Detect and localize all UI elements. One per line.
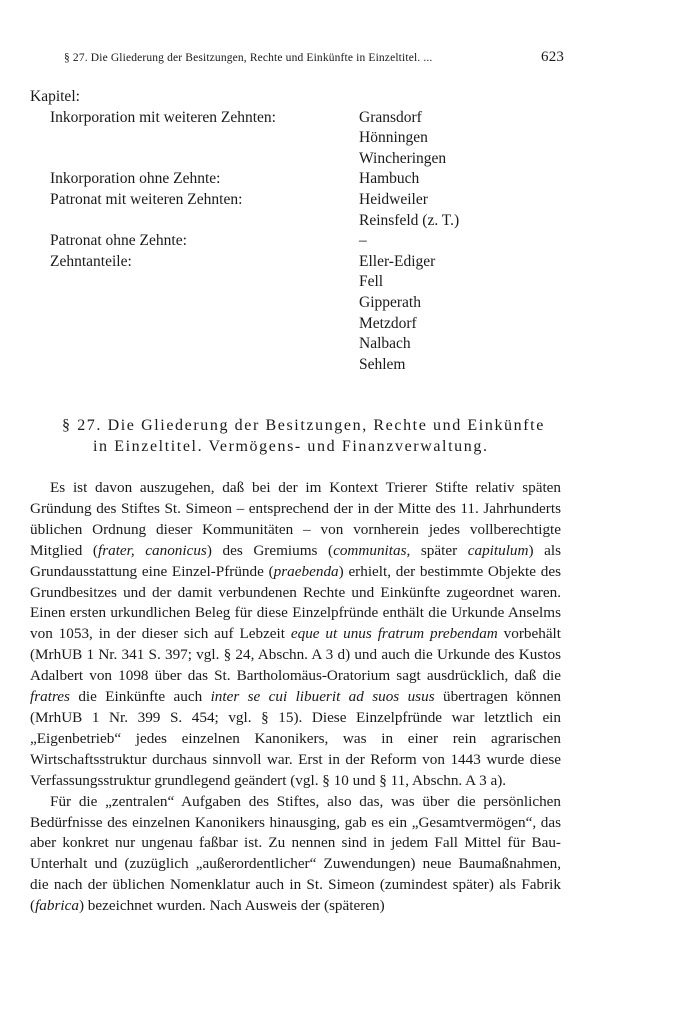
table-label: Patronat mit weiteren Zehnten: bbox=[50, 190, 243, 208]
table-place: Gipperath bbox=[359, 293, 421, 311]
text-segment: ) als Grundausstattung eine Einzel-Pfründe ( bbox=[30, 541, 561, 580]
table-label: Inkorporation ohne Zehnte: bbox=[50, 170, 221, 188]
table-place: Eller-Ediger bbox=[359, 252, 436, 270]
italic-text: fratres bbox=[30, 688, 70, 706]
table-heading-row bbox=[30, 87, 650, 108]
table-place: Reinsfeld (z. T.) bbox=[359, 211, 460, 229]
italic-text: communitas, bbox=[333, 541, 411, 559]
paragraph bbox=[30, 478, 561, 792]
table-label: Patronat ohne Zehnte: bbox=[50, 232, 187, 250]
text-segment: ) erhielt, der bestimmte Objekte des Grundbesitzes und der damit verbundenen Rechte und Einkünfte zugeordnet waren. Einen ersten urkundlichen Beleg für diese Einzelpfründe enthält die Urkunde Anselms von 1053, in der dieser sich auf Lebzeit bbox=[30, 562, 561, 643]
table-row bbox=[30, 149, 650, 170]
text-segment: vorbehält (MrhUB 1 Nr. 341 S. 397; vgl. § 24, Abschn. A 3 d) und auch die Urkunde des Kustos Adalbert von 1098 über das St. Bartholomäus-Oratorium sagt ausdrücklich, daß die bbox=[30, 625, 562, 685]
table-label: Inkorporation mit weiteren Zehnten: bbox=[50, 108, 276, 126]
body-text bbox=[30, 478, 561, 917]
table-place: Heidweiler bbox=[359, 190, 428, 208]
table-row bbox=[30, 252, 650, 273]
italic-text: capitulum bbox=[467, 541, 529, 559]
table-row bbox=[30, 108, 650, 129]
section-heading-line-2: in Einzeltitel. Vermögens- und Finanzverwaltung. bbox=[93, 438, 489, 455]
table-place: Metzdorf bbox=[359, 314, 417, 332]
running-head bbox=[64, 49, 564, 65]
table-place: Hambuch bbox=[359, 170, 420, 188]
text-segment: übertragen können (MrhUB 1 Nr. 399 S. 454; vgl. § 15). Diese Einzelpfründe war letztlich ein „Eigenbetrieb“ jedes einzelnen Kanonikers, was in einer rein agrarischen Wirtschaftsstruktur durchaus sinnvoll war. Erst in der Reform von 1443 wurde diese Verfassungsstruktur grundlegend geändert (vgl. § 10 und § 11, Abschn. A 3 a). bbox=[30, 688, 561, 789]
table-row bbox=[30, 128, 650, 149]
italic-text: fabrica bbox=[35, 897, 79, 915]
paragraph bbox=[30, 792, 561, 917]
text-segment: Es ist davon auszugehen, daß bei der im Kontext Trierer Stifte relativ späten Gründung des Stiftes St. Simeon – entsprechend der in der Mitte des 11. Jahrhunderts üblichen Ordnung dieser Kommunitäten – von vornherein jedes vollberechtigte Mitglied ( bbox=[30, 479, 561, 559]
italic-text: inter se cui libuerit ad suos usus bbox=[210, 688, 435, 706]
table-place: Nalbach bbox=[359, 335, 411, 353]
table-place: Sehlem bbox=[359, 355, 406, 373]
section-heading-line-1: § 27. Die Gliederung der Besitzungen, Rechte und Einkünfte bbox=[62, 417, 545, 434]
table-place: Hönningen bbox=[359, 129, 428, 147]
italic-text: frater, canonicus bbox=[97, 541, 207, 559]
table-row bbox=[30, 272, 650, 293]
italic-text: praebenda bbox=[273, 562, 339, 580]
table-rows bbox=[30, 108, 650, 376]
text-segment: die Einkünfte auch bbox=[69, 688, 211, 706]
text-segment: später bbox=[410, 541, 468, 559]
table-place: Wincheringen bbox=[359, 149, 447, 167]
table-row bbox=[30, 355, 650, 376]
table-label: Zehntanteile: bbox=[50, 252, 132, 270]
incorporation-table bbox=[30, 87, 650, 375]
table-row bbox=[30, 169, 650, 190]
table-row bbox=[30, 314, 650, 335]
table-heading: Kapitel: bbox=[30, 88, 80, 105]
table-row bbox=[30, 293, 650, 314]
table-row bbox=[30, 211, 650, 232]
table-place: Gransdorf bbox=[359, 108, 422, 126]
text-segment: ) des Gremiums ( bbox=[206, 541, 334, 559]
table-place: – bbox=[359, 232, 367, 250]
italic-text: eque ut unus fratrum prebendam bbox=[290, 625, 498, 643]
table-place: Fell bbox=[359, 273, 384, 291]
table-row bbox=[30, 231, 650, 252]
text-segment: Für die „zentralen“ Aufgaben des Stiftes, also das, was über die persönlichen Bedürfnisse des einzelnen Kanonikers hinausging, gab es ein „Gesamtvermögen“, das aber konkret nur ungenau faßbar ist. Zu nennen sind in jedem Fall Mittel für Bau-Unterhalt und (zuzüglich „außerordentlicher“ Zuwendungen) neue Baumaßnahmen, die nach der üblichen Nomenklatur auch in St. Simeon (zumindest später) als Fabrik ( bbox=[30, 792, 561, 915]
page-number: 623 bbox=[541, 49, 564, 65]
section-heading bbox=[62, 415, 642, 457]
text-segment: ) bezeichnet wurden. Nach Ausweis der (späteren) bbox=[78, 897, 385, 915]
running-head-title: § 27. Die Gliederung der Besitzungen, Rechte und Einkünfte in Einzeltitel. ... bbox=[64, 52, 433, 64]
table-row bbox=[30, 190, 650, 211]
table-row bbox=[30, 334, 650, 355]
